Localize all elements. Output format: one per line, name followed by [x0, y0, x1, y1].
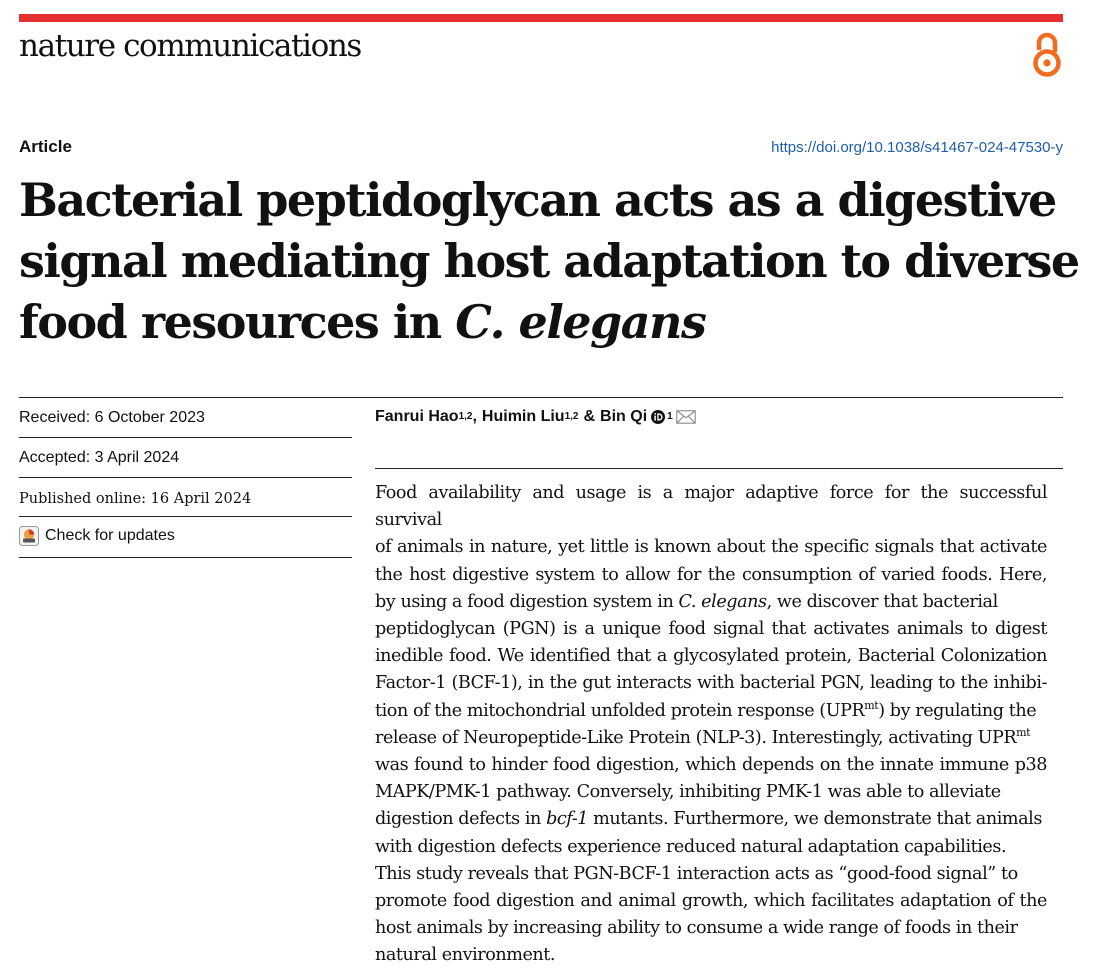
section-divider — [19, 397, 1063, 398]
title-line-1: Bacterial peptidoglycan acts as a digestive — [19, 173, 1056, 227]
abstract-line: digestion defects in bcf-1 mutants. Furthermore, we demonstrate that animals — [375, 809, 1042, 830]
article-title — [19, 170, 1079, 353]
title-line-2: signal mediating host adaptation to diverse — [19, 234, 1079, 288]
abstract-line: with digestion defects experience reduced natural adaptation capabilities. — [375, 836, 1007, 857]
organism-name: C. elegans — [678, 591, 767, 612]
envelope-icon[interactable] — [676, 410, 696, 424]
abstract-line: tion of the mitochondrial unfolded protein response $(UPR^{mt})$ by regulating the — [375, 698, 1037, 721]
date-divider — [19, 437, 352, 438]
author-name[interactable]: Fanrui Hao — [375, 408, 459, 425]
author-name[interactable]: Huimin Liu — [481, 408, 565, 425]
abstract-line: Food availability and usage is a major adaptive force for the successful survival — [375, 483, 1047, 531]
superscript: mt — [1016, 725, 1031, 739]
published-date: Published online: 16 April 2024 — [19, 491, 252, 507]
check-for-updates-button[interactable] — [19, 526, 175, 546]
title-line-3: food resources in — [19, 295, 456, 349]
author-separator: & — [583, 408, 596, 425]
article-type: Article — [19, 137, 72, 156]
check-updates-label: Check for updates — [45, 527, 175, 544]
title-organism: C. elegans — [455, 295, 706, 349]
journal-name: nature communications — [19, 28, 361, 64]
accepted-date: Accepted: 3 April 2024 — [19, 449, 180, 466]
doi-link[interactable]: https://doi.org/10.1038/s41467-024-47530-y — [771, 139, 1063, 156]
abstract-line: host animals by increasing ability to consume a wide range of foods in their — [375, 918, 1018, 939]
author-separator: , — [472, 408, 477, 425]
abstract-line: of animals in nature, yet little is known about the specific signals that activate — [375, 537, 1047, 558]
abstract-line: by using a food digestion system in C. elegans, we discover that bacterial — [375, 591, 998, 612]
abstract-line: peptidoglycan (PGN) is a unique food signal that activates animals to digest — [375, 619, 1047, 640]
abstract-line: natural environment. — [375, 945, 556, 966]
abstract-line: MAPK/PMK-1 pathway. Conversely, inhibiting PMK-1 was able to alleviate — [375, 782, 1001, 803]
received-date: Received: 6 October 2023 — [19, 409, 205, 426]
author-list: Fanrui Hao 1,2 , Huimin Liu 1,2 & Bin Qi 1 — [375, 406, 696, 428]
abstract-divider — [375, 468, 1063, 469]
top-accent-bar — [19, 14, 1063, 22]
abstract-line: was found to hinder food digestion, which depends on the innate immune p38 — [375, 755, 1047, 776]
abstract — [375, 480, 1047, 970]
date-divider — [19, 557, 352, 558]
check-updates-icon — [19, 526, 39, 546]
open-access-icon[interactable] — [1030, 30, 1064, 78]
abstract-line: Factor-1 (BCF-1), in the gut interacts with bacterial PGN, leading to the inhibi- — [375, 673, 1047, 694]
abstract-line: This study reveals that PGN-BCF-1 interaction acts as “good-food signal” to — [375, 863, 1018, 884]
gene-name: bcf-1 — [546, 809, 588, 830]
author-name[interactable]: Bin Qi — [600, 408, 648, 425]
abstract-line: inedible food. We identified that a glycosylated protein, Bacterial Colonization — [375, 646, 1047, 667]
abstract-line: promote food digestion and animal growth, which facilitates adaptation of the — [375, 891, 1047, 912]
date-divider — [19, 477, 352, 478]
date-divider — [19, 516, 352, 517]
orcid-icon[interactable] — [651, 410, 665, 424]
abstract-line: release of Neuropeptide-Like Protein (NLP-3). Interestingly, activating $UPR^{mt}$ — [375, 725, 1031, 748]
abstract-line: the host digestive system to allow for the consumption of varied foods. Here, — [375, 564, 1047, 585]
superscript: mt — [864, 698, 879, 712]
